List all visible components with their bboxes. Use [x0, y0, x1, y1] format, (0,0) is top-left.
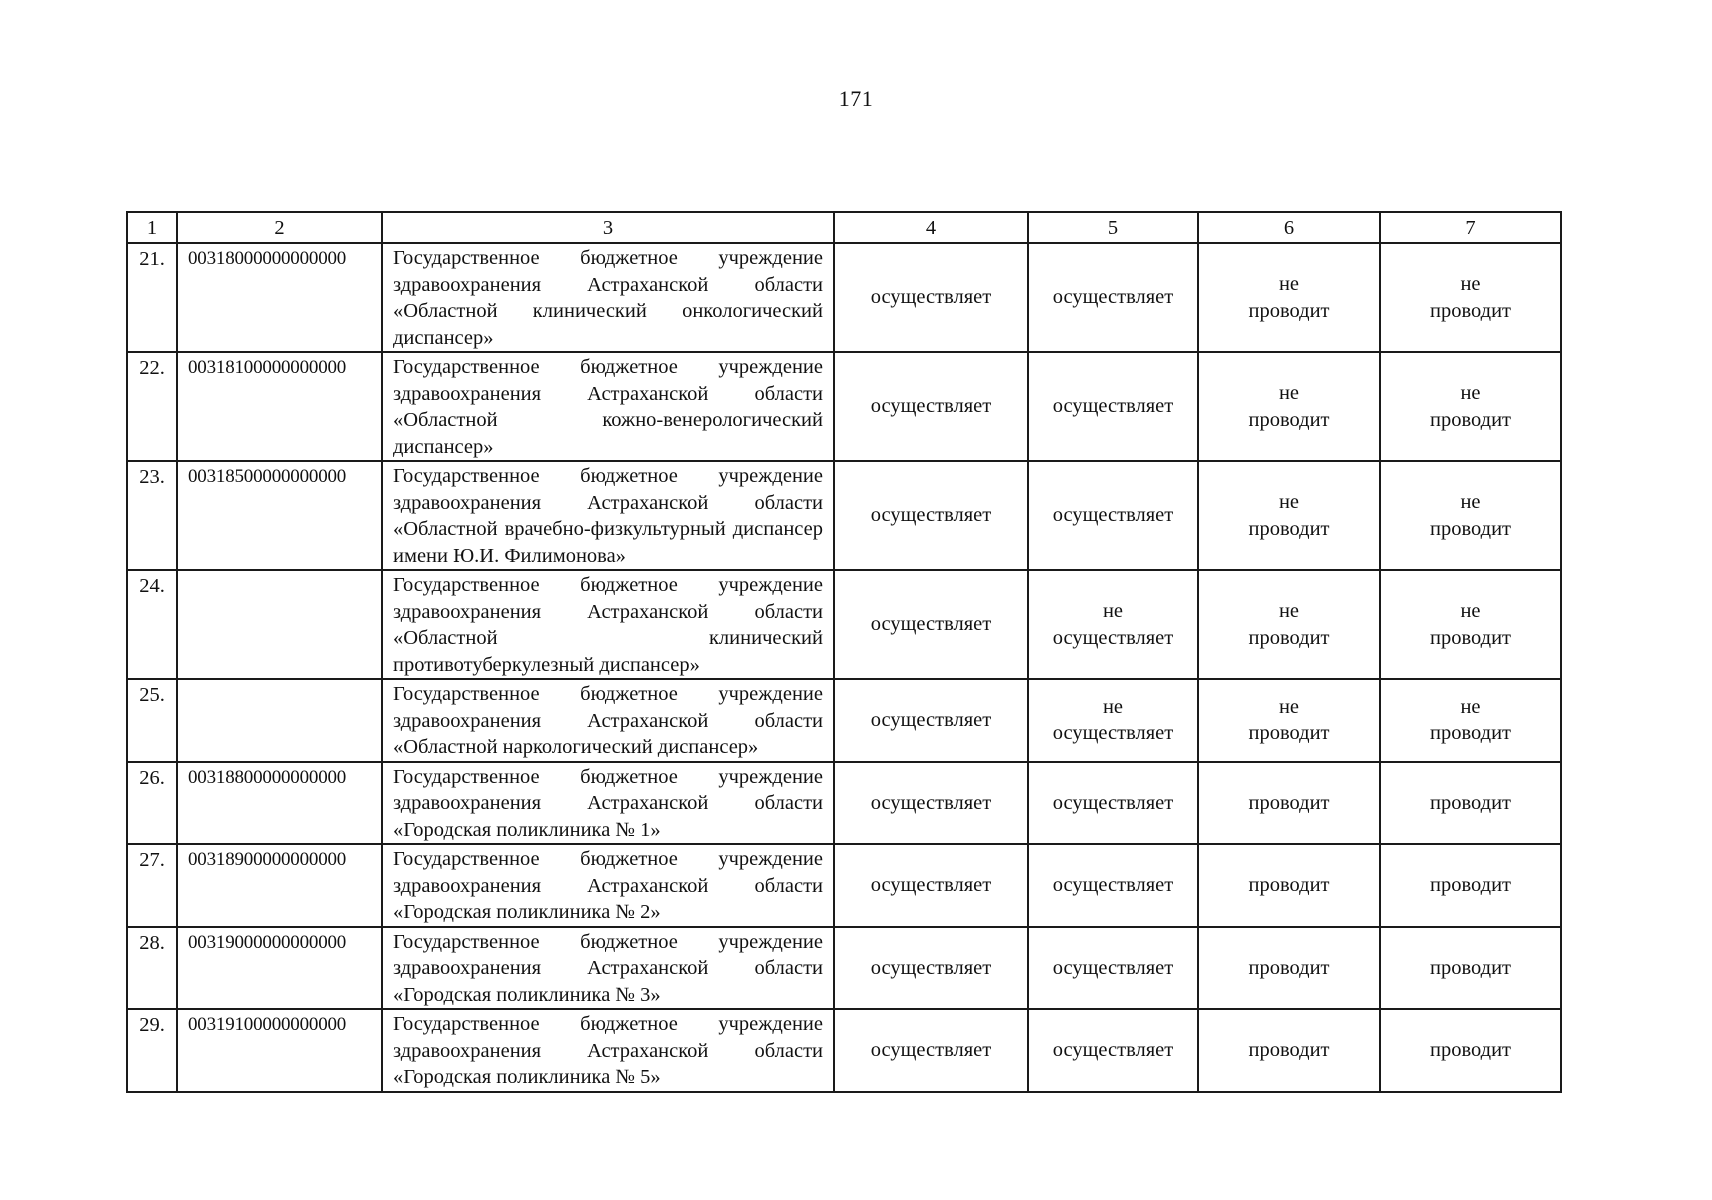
status-text: проводит	[1248, 791, 1330, 814]
status-text: не	[1102, 600, 1124, 622]
institution-code: 00319000000000000	[177, 927, 382, 1010]
column-header-5: 5	[1028, 212, 1198, 243]
status-text: проводит	[1429, 408, 1512, 431]
status-text: осуществляет	[1052, 286, 1174, 309]
table-row	[127, 1009, 1561, 1092]
status-text: проводит	[1429, 791, 1512, 814]
status-cell-col-5	[1028, 927, 1198, 1010]
column-header-2: 2	[177, 212, 382, 243]
status-text: проводит	[1248, 874, 1330, 896]
status-text: не	[1460, 273, 1481, 295]
status-text: осуществляет	[870, 874, 992, 896]
status-text: проводит	[1248, 956, 1330, 979]
institution-code	[177, 679, 382, 762]
status-cell-col-5	[1028, 570, 1198, 679]
status-text: не	[1278, 600, 1300, 622]
status-cell-col-6	[1198, 1009, 1380, 1092]
status-cell-col-7	[1380, 243, 1561, 352]
institution-code: 00318000000000000	[177, 243, 382, 352]
institution-name: Государственное бюджетное учреждение здравоохранения Астраханской области «Городская поликлиника № 2»	[382, 844, 834, 927]
header-row	[127, 212, 1561, 243]
status-text: не	[1460, 491, 1481, 513]
status-text: осуществляет	[1052, 791, 1174, 814]
status-text: осуществляет	[1052, 956, 1174, 979]
row-number: 29.	[127, 1009, 177, 1092]
institution-name: Государственное бюджетное учреждение здравоохранения Астраханской области «Областной наркологический диспансер»	[382, 679, 834, 762]
status-text: не	[1278, 491, 1300, 513]
status-cell-col-5	[1028, 1009, 1198, 1092]
status-text: проводит	[1429, 517, 1512, 540]
status-cell-col-6	[1198, 461, 1380, 570]
institution-name: Государственное бюджетное учреждение здравоохранения Астраханской области «Областной кожно-венерологический диспансер»	[382, 352, 834, 461]
status-text: осуществляет	[1052, 626, 1174, 649]
status-text: осуществляет	[870, 956, 992, 979]
row-number: 21.	[127, 243, 177, 352]
status-cell-col-7	[1380, 1009, 1561, 1092]
row-number: 28.	[127, 927, 177, 1010]
institution-name: Государственное бюджетное учреждение здравоохранения Астраханской области «Городская поликлиника № 1»	[382, 762, 834, 845]
column-header-4: 4	[834, 212, 1028, 243]
status-text: осуществляет	[870, 286, 992, 309]
status-text: проводит	[1248, 517, 1330, 540]
status-cell-col-5	[1028, 762, 1198, 845]
status-cell-col-6	[1198, 679, 1380, 762]
status-text: проводит	[1248, 1039, 1330, 1061]
table-body	[127, 243, 1561, 1092]
status-text: осуществляет	[870, 395, 992, 418]
institution-name: Государственное бюджетное учреждение здравоохранения Астраханской области «Областной клинический противотуберкулезный диспансер»	[382, 570, 834, 679]
status-text: осуществляет	[870, 709, 992, 731]
table-row	[127, 461, 1561, 570]
status-cell-col-4	[834, 461, 1028, 570]
status-text: не	[1278, 273, 1300, 295]
status-cell-col-4	[834, 679, 1028, 762]
status-cell-col-5	[1028, 844, 1198, 927]
status-text: проводит	[1248, 626, 1330, 649]
status-cell-col-6	[1198, 352, 1380, 461]
status-cell-col-7	[1380, 679, 1561, 762]
status-text: проводит	[1429, 874, 1512, 896]
status-text: осуществляет	[1052, 504, 1174, 527]
institution-name: Государственное бюджетное учреждение здравоохранения Астраханской области «Областной врачебно-физкультурный диспансер имени Ю.И. Филимонова»	[382, 461, 834, 570]
status-cell-col-4	[834, 1009, 1028, 1092]
status-text: осуществляет	[870, 504, 992, 527]
column-header-3: 3	[382, 212, 834, 243]
table-row	[127, 570, 1561, 679]
column-header-6: 6	[1198, 212, 1380, 243]
status-cell-col-7	[1380, 844, 1561, 927]
status-text: не	[1460, 382, 1481, 404]
status-cell-col-6	[1198, 844, 1380, 927]
status-cell-col-7	[1380, 461, 1561, 570]
table-row	[127, 844, 1561, 927]
row-number: 23.	[127, 461, 177, 570]
row-number: 22.	[127, 352, 177, 461]
status-text: осуществляет	[1052, 395, 1174, 418]
institution-name: Государственное бюджетное учреждение здравоохранения Астраханской области «Городская поликлиника № 5»	[382, 1009, 834, 1092]
institution-code: 00318100000000000	[177, 352, 382, 461]
row-number: 27.	[127, 844, 177, 927]
status-text: не	[1278, 382, 1300, 404]
row-number: 26.	[127, 762, 177, 845]
status-text: осуществляет	[870, 1039, 992, 1061]
status-cell-col-4	[834, 762, 1028, 845]
status-text: не	[1460, 600, 1481, 622]
status-text: не	[1278, 695, 1300, 718]
status-text: не	[1102, 695, 1124, 718]
status-cell-col-4	[834, 570, 1028, 679]
status-cell-col-6	[1198, 762, 1380, 845]
institution-name: Государственное бюджетное учреждение здравоохранения Астраханской области «Городская поликлиника № 3»	[382, 927, 834, 1010]
status-cell-col-4	[834, 844, 1028, 927]
page-number: 171	[838, 86, 874, 111]
status-cell-col-5	[1028, 352, 1198, 461]
row-number: 25.	[127, 679, 177, 762]
status-text: осуществляет	[1052, 874, 1174, 896]
status-cell-col-4	[834, 352, 1028, 461]
table-row	[127, 927, 1561, 1010]
column-header-7: 7	[1380, 212, 1561, 243]
status-text: осуществляет	[1052, 722, 1174, 745]
institution-code: 00318500000000000	[177, 461, 382, 570]
status-text: проводит	[1429, 626, 1512, 649]
status-text: проводит	[1429, 299, 1512, 322]
institution-code: 00319100000000000	[177, 1009, 382, 1092]
status-cell-col-4	[834, 927, 1028, 1010]
table-row	[127, 243, 1561, 352]
status-cell-col-5	[1028, 679, 1198, 762]
status-text: осуществляет	[1052, 1039, 1174, 1061]
status-cell-col-4	[834, 243, 1028, 352]
status-cell-col-7	[1380, 570, 1561, 679]
row-number: 24.	[127, 570, 177, 679]
status-cell-col-6	[1198, 243, 1380, 352]
status-text: проводит	[1248, 408, 1330, 431]
status-cell-col-7	[1380, 762, 1561, 845]
status-text: осуществляет	[870, 613, 992, 636]
status-cell-col-5	[1028, 243, 1198, 352]
institution-code: 00318800000000000	[177, 762, 382, 845]
status-text: проводит	[1248, 722, 1330, 745]
status-cell-col-6	[1198, 927, 1380, 1010]
status-text: проводит	[1429, 1039, 1512, 1061]
status-text: не	[1460, 695, 1481, 718]
column-header-1: 1	[127, 212, 177, 243]
institution-code	[177, 570, 382, 679]
status-cell-col-6	[1198, 570, 1380, 679]
table-row	[127, 679, 1561, 762]
status-cell-col-5	[1028, 461, 1198, 570]
status-text: проводит	[1248, 299, 1330, 322]
table-row	[127, 352, 1561, 461]
status-text: проводит	[1429, 956, 1512, 979]
status-cell-col-7	[1380, 352, 1561, 461]
institutions-table	[126, 211, 1562, 1093]
table-row	[127, 762, 1561, 845]
status-text: проводит	[1429, 722, 1512, 745]
institution-name: Государственное бюджетное учреждение здравоохранения Астраханской области «Областной клинический онкологический диспансер»	[382, 243, 834, 352]
status-cell-col-7	[1380, 927, 1561, 1010]
status-text: осуществляет	[870, 791, 992, 814]
institution-code: 00318900000000000	[177, 844, 382, 927]
